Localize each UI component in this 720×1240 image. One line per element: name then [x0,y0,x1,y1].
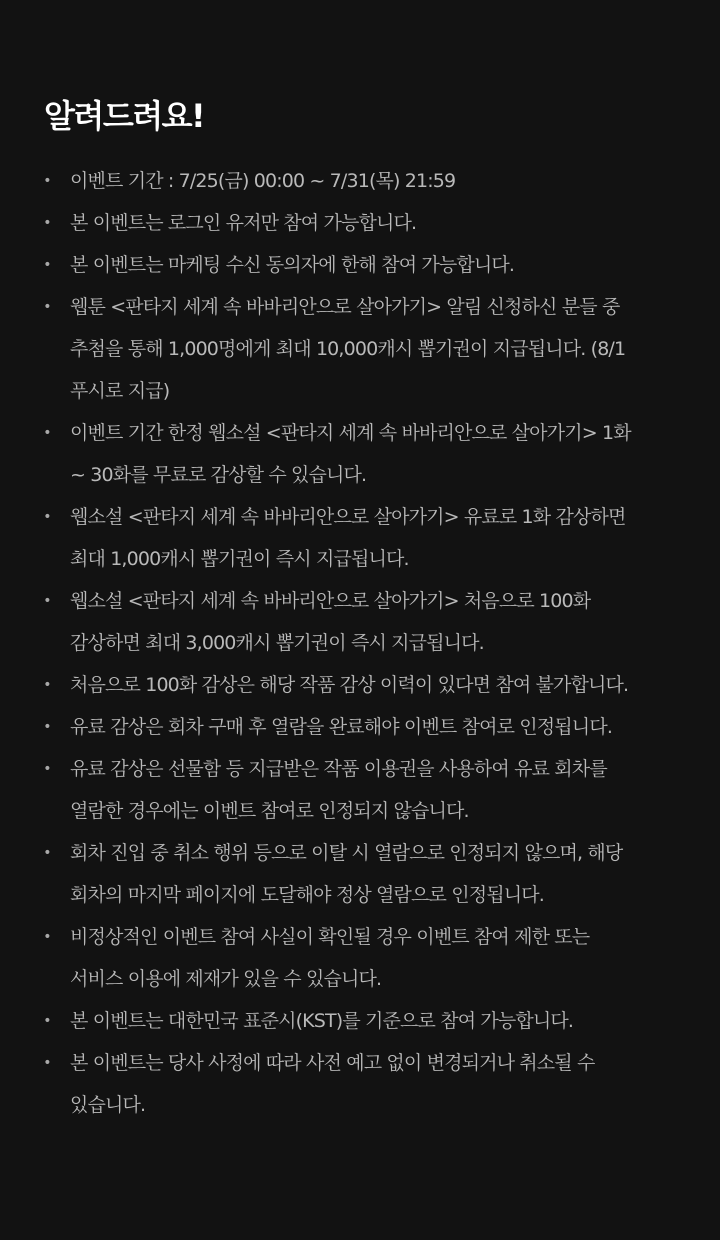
notice-item-text: 추첨을 통해 1,000명에게 최대 10,000캐시 뽑기권이 지급됩니다. (8/1 [70,338,626,360]
bullet-icon: • [43,173,51,189]
notice-item [0,244,720,286]
notice-item [0,496,720,580]
bullet-icon: • [43,719,51,735]
bullet-icon: • [43,215,51,231]
notice-item [0,412,720,496]
notice-item-text: 열람한 경우에는 이벤트 참여로 인정되지 않습니다. [70,800,469,822]
notice-item [0,706,720,748]
bullet-icon: • [43,299,51,315]
notice-item-text: 본 이벤트는 로그인 유저만 참여 가능합니다. [70,212,417,234]
notice-item-text: 푸시로 지급) [70,380,170,402]
notice-item-text: 이벤트 기간 한정 웹소설 <판타지 세계 속 바바리안으로 살아가기> 1화 [70,422,631,444]
notice-list [0,160,720,1126]
notice-item [0,1042,720,1126]
notice-item [0,916,720,1000]
notice-item-text: 본 이벤트는 대한민국 표준시(KST)를 기준으로 참여 가능합니다. [70,1010,574,1032]
notice-item [0,286,720,412]
bullet-icon: • [43,425,51,441]
notice-item-text: 웹소설 <판타지 세계 속 바바리안으로 살아가기> 처음으로 100화 [70,590,591,612]
notice-item-text: 회차의 마지막 페이지에 도달해야 정상 열람으로 인정됩니다. [70,884,544,906]
bullet-icon: • [43,593,51,609]
bullet-icon: • [43,1013,51,1029]
notice-item-text: 회차 진입 중 취소 행위 등으로 이탈 시 열람으로 인정되지 않으며, 해당 [70,842,623,864]
notice-item-text: 웹소설 <판타지 세계 속 바바리안으로 살아가기> 유료로 1화 감상하면 [70,506,626,528]
bullet-icon: • [43,761,51,777]
notice-item [0,1000,720,1042]
notice-item-text: 서비스 이용에 제재가 있을 수 있습니다. [70,968,382,990]
notice-item-text: 유료 감상은 회차 구매 후 열람을 완료해야 이벤트 참여로 인정됩니다. [70,716,613,738]
notice-item-text: 본 이벤트는 당사 사정에 따라 사전 예고 없이 변경되거나 취소될 수 [70,1052,595,1074]
bullet-icon: • [43,677,51,693]
notice-item-text: 유료 감상은 선물함 등 지급받은 작품 이용권을 사용하여 유료 회차를 [70,758,607,780]
notice-item-text: 감상하면 최대 3,000캐시 뽑기권이 즉시 지급됩니다. [70,632,484,654]
notice-item-text: 본 이벤트는 마케팅 수신 동의자에 한해 참여 가능합니다. [70,254,515,276]
notice-item-text: 최대 1,000캐시 뽑기권이 즉시 지급됩니다. [70,548,409,570]
notice-item-text: ~ 30화를 무료로 감상할 수 있습니다. [70,464,367,486]
notice-item [0,748,720,832]
bullet-icon: • [43,845,51,861]
notice-item [0,160,720,202]
bullet-icon: • [43,509,51,525]
notice-item [0,832,720,916]
notice-item-text: 비정상적인 이벤트 참여 사실이 확인될 경우 이벤트 참여 제한 또는 [70,926,590,948]
notice-item-text: 처음으로 100화 감상은 해당 작품 감상 이력이 있다면 참여 불가합니다. [70,674,629,696]
notice-item-text: 이벤트 기간 : 7/25(금) 00:00 ~ 7/31(목) 21:59 [70,170,456,192]
notice-title: 알려드려요! [44,97,205,135]
notice-item-text: 있습니다. [70,1094,146,1116]
notice-item [0,202,720,244]
bullet-icon: • [43,929,51,945]
notice-item-text: 웹툰 <판타지 세계 속 바바리안으로 살아가기> 알림 신청하신 분들 중 [70,296,620,318]
bullet-icon: • [43,257,51,273]
notice-item [0,664,720,706]
bullet-icon: • [43,1055,51,1071]
notice-item [0,580,720,664]
